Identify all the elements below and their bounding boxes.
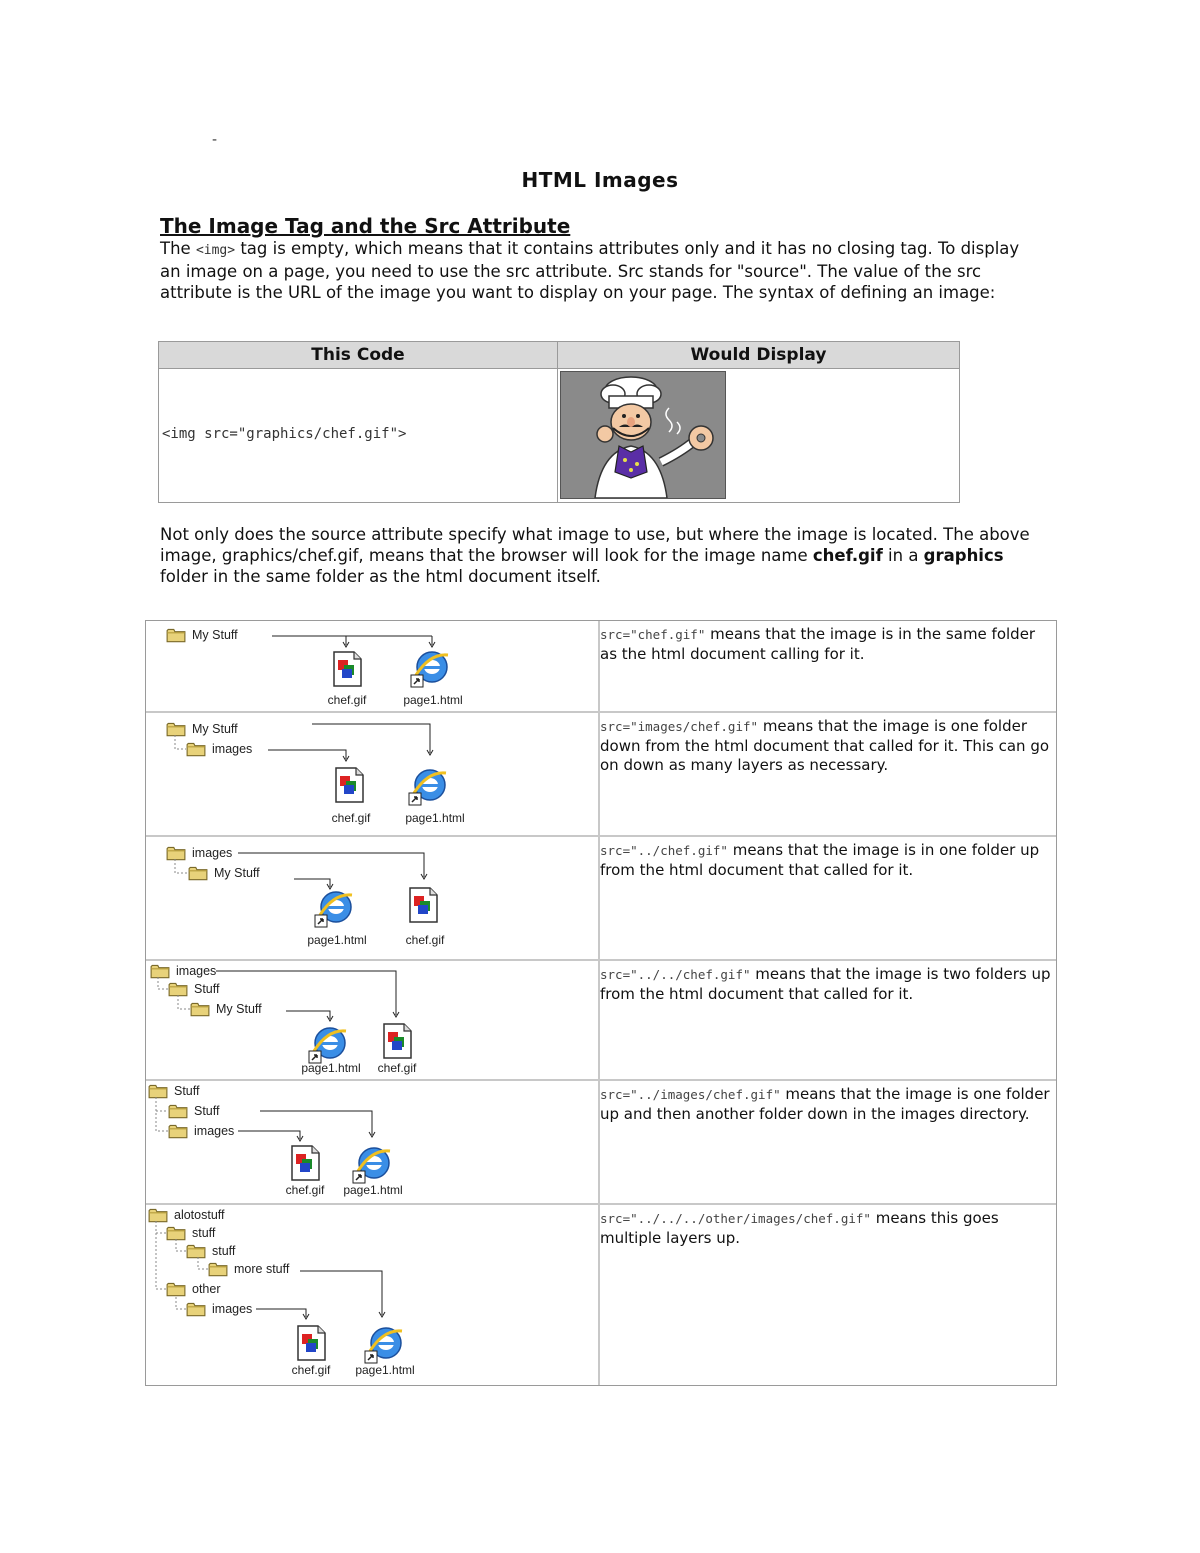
table-row bbox=[146, 1205, 1056, 1385]
file-label: chef.gif bbox=[377, 1061, 417, 1075]
file-label: page1.html bbox=[343, 1183, 403, 1197]
header-would-display: Would Display bbox=[558, 342, 959, 369]
file-label: chef.gif bbox=[405, 933, 445, 947]
path-examples-table bbox=[145, 620, 1057, 1386]
example-table bbox=[158, 341, 960, 503]
folder-label: images bbox=[176, 964, 217, 978]
folder-label: Stuff bbox=[174, 1084, 200, 1098]
column-divider bbox=[557, 369, 558, 502]
path-description bbox=[600, 1085, 1052, 1124]
path-description bbox=[600, 1209, 1052, 1248]
folder-label: images bbox=[212, 742, 253, 756]
folder-diagram bbox=[146, 1205, 600, 1385]
intro-post: tag is empty, which means that it contains attributes only and it has no closing tag. To display an image on a page, you need to use the src attribute. Src stands for "source". The value of the src attribute is the URL of the image you want to display on your page. The syntax of defining an image: bbox=[160, 239, 1020, 302]
html-file-icon bbox=[308, 1025, 348, 1065]
folder-diagram bbox=[146, 1081, 600, 1203]
gif-file-icon bbox=[296, 1325, 326, 1361]
src-code: src="../../../other/images/chef.gif" bbox=[600, 1211, 871, 1226]
folder-label: other bbox=[192, 1282, 221, 1296]
folder-label: My Stuff bbox=[216, 1002, 262, 1016]
gif-file-icon bbox=[382, 1023, 412, 1059]
explanation-part-1: Not only does the source attribute specify what image to use, but where the image is located. The above image, graphics/chef.gif, means that the browser will look for the image name bbox=[160, 525, 1030, 565]
folder-label: alotostuff bbox=[174, 1208, 225, 1222]
intro-pre: The bbox=[160, 239, 196, 258]
folder-label: images bbox=[212, 1302, 253, 1316]
folder-label: Stuff bbox=[194, 1104, 220, 1118]
file-label: page1.html bbox=[355, 1363, 415, 1377]
table-row bbox=[146, 1081, 1056, 1205]
path-description bbox=[600, 965, 1052, 1004]
folder-label: more stuff bbox=[234, 1262, 290, 1276]
gif-file-icon bbox=[334, 767, 364, 803]
section-heading: The Image Tag and the Src Attribute bbox=[160, 214, 571, 238]
file-label: page1.html bbox=[403, 693, 463, 707]
table-row bbox=[146, 837, 1056, 961]
src-code: src="../../chef.gif" bbox=[600, 967, 751, 982]
arrow-connectors bbox=[146, 837, 598, 959]
folder-label: My Stuff bbox=[192, 628, 238, 642]
page-title: HTML Images bbox=[521, 168, 679, 192]
html-file-icon bbox=[410, 649, 450, 689]
folder-label: Stuff bbox=[194, 982, 220, 996]
graphics-bold: graphics bbox=[923, 546, 1004, 565]
description-text: means that the image is one folder up and then another folder down in the images directory. bbox=[600, 1085, 1050, 1123]
src-code: src="images/chef.gif" bbox=[600, 719, 759, 734]
src-code: src="../images/chef.gif" bbox=[600, 1087, 781, 1102]
gif-file-icon bbox=[290, 1145, 320, 1181]
folder-label: My Stuff bbox=[214, 866, 260, 880]
folder-diagram bbox=[146, 713, 600, 835]
file-label: chef.gif bbox=[291, 1363, 331, 1377]
img-tag-code: <img> bbox=[195, 243, 236, 258]
path-description bbox=[600, 625, 1052, 664]
description-text: means that the image is in one folder up from the html document that called for it. bbox=[600, 841, 1040, 879]
explanation-part-2: in a bbox=[882, 546, 924, 565]
table-row bbox=[146, 961, 1056, 1081]
file-label: chef.gif bbox=[285, 1183, 325, 1197]
src-code: src="../chef.gif" bbox=[600, 843, 728, 858]
path-description bbox=[600, 717, 1052, 776]
file-label: page1.html bbox=[307, 933, 367, 947]
explanation-paragraph bbox=[160, 524, 1040, 587]
gif-file-icon bbox=[332, 651, 362, 687]
explanation-part-3: folder in the same folder as the html document itself. bbox=[160, 567, 601, 586]
description-text: means that the image is one folder down from the html document that called for it. This can go on down as many layers as necessary. bbox=[600, 717, 1050, 774]
html-file-icon bbox=[364, 1325, 404, 1365]
folder-diagram bbox=[146, 621, 600, 711]
header-this-code: This Code bbox=[159, 342, 558, 369]
folder-label: stuff bbox=[192, 1226, 216, 1240]
folder-label: stuff bbox=[212, 1244, 236, 1258]
folder-label: images bbox=[192, 846, 233, 860]
path-description bbox=[600, 841, 1052, 880]
file-label: page1.html bbox=[301, 1061, 361, 1075]
table-row bbox=[146, 713, 1056, 837]
gif-file-icon bbox=[408, 887, 438, 923]
chef-image bbox=[560, 371, 726, 499]
html-file-icon bbox=[314, 889, 354, 929]
example-code: <img src="graphics/chef.gif"> bbox=[162, 426, 407, 442]
chef-illustration bbox=[561, 372, 725, 498]
file-label: chef.gif bbox=[327, 693, 367, 707]
stray-mark: - bbox=[212, 132, 218, 148]
file-label: page1.html bbox=[405, 811, 465, 825]
folder-label: My Stuff bbox=[192, 722, 238, 736]
folder-diagram bbox=[146, 961, 600, 1079]
folder-diagram bbox=[146, 837, 600, 959]
folder-label: images bbox=[194, 1124, 235, 1138]
html-file-icon bbox=[408, 767, 448, 807]
chef-gif-bold: chef.gif bbox=[812, 546, 883, 565]
table-row bbox=[146, 621, 1056, 713]
html-file-icon bbox=[352, 1145, 392, 1185]
description-text: means that the image is in the same folder as the html document calling for it. bbox=[600, 625, 1036, 663]
description-text: means that the image is two folders up from the html document that called for it. bbox=[600, 965, 1051, 1003]
src-code: src="chef.gif" bbox=[600, 627, 706, 642]
file-label: chef.gif bbox=[331, 811, 371, 825]
description-text: means this goes multiple layers up. bbox=[600, 1209, 999, 1247]
intro-paragraph bbox=[160, 238, 1040, 303]
